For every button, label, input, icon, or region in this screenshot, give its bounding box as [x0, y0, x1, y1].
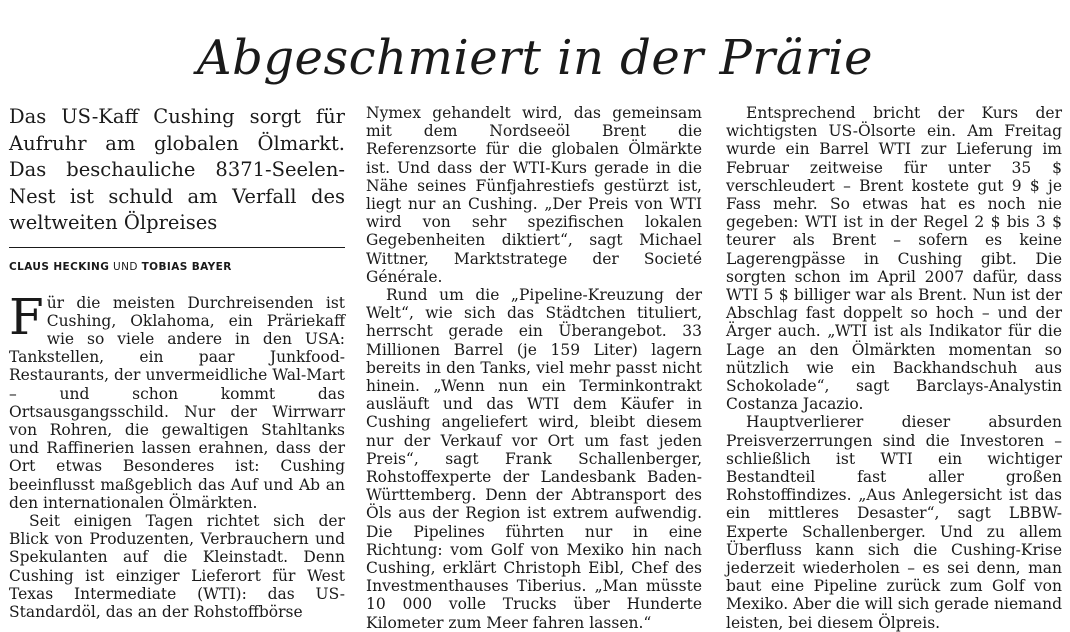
lede: Das US-Kaff Cushing sorgt für Aufruhr am globalen Ölmarkt. Das beschauliche 8371-Seelen-Nest ist schuld am Verfall des weltweiten Ölpreises: [9, 105, 345, 234]
column-3: [726, 104, 1062, 632]
paragraph: Rund um die „Pipeline-Kreuzung der Welt“, wie sich das Städtchen tituliert, herrscht gerade ein Überangebot. 33 Millionen Barrel (je 159 Liter) lagern bereits in den Tanks, viel mehr passt nicht hinein. „Wenn nun ein Terminkontrakt ausläuft und das WTI dem Käufer in Cushing angeliefert wird, bleibt diesem nur der Verkauf vor Ort um fast jeden Preis“, sagt Frank Schallenberger, Rohstoffexperte der Landesbank Baden-Württemberg. Denn der Abtransport des Öls aus der Region ist extrem aufwendig. Die Pipelines führten nur in eine Richtung: vom Golf von Mexiko hin nach Cushing, erklärt Christoph Eibl, Chef des Investmenthauses Tiberius. „Man müsste 10 000 volle Trucks über Hunderte Kilometer zum Meer fahren lassen.“: [366, 286, 702, 632]
paragraph: Entsprechend bricht der Kurs der wichtigsten US-Ölsorte ein. Am Freitag wurde ein Barrel WTI zur Lieferung im Februar zeitweise für unter 35 $ verschleudert – Brent kostete gut 9 $ je Fass mehr. So etwas hat es noch nie gegeben: WTI ist in der Regel 2 $ bis 3 $ teurer als Brent – sofern es keine Lagerengpässe in Cushing gibt. Die sorgten schon im April 2007 dafür, dass WTI 5 $ billiger war als Brent. Nun ist der Abschlag fast doppelt so hoch – und der Ärger auch. „WTI ist als Indikator für die Lage an den Ölmärkten momentan so nützlich wie ein Backhandschuh aus Schokolade“, sagt Barclays-Analystin Costanza Jacazio.: [726, 104, 1062, 414]
paragraph: Hauptverlierer dieser absurden Preisverzerrungen sind die Investoren – schließlich ist WTI ein wichtiger Bestandteil fast aller großen Rohstoffindizes. „Aus Anlegersicht ist das ein mittleres Desaster“, sagt LBBW-Experte Schallenberger. Und zu allem Überfluss kann sich die Cushing-Krise jederzeit wiederholen – es sei denn, man baut eine Pipeline zurück zum Golf von Mexiko. Aber die will sich gerade niemand leisten, bei diesem Ölpreis.: [726, 413, 1062, 632]
author-2: TOBIAS BAYER: [141, 260, 232, 273]
drop-cap: F: [9, 287, 44, 346]
byline-connector: UND: [113, 260, 138, 273]
paragraph: [9, 287, 345, 512]
headline: Abgeschmiert in der Prärie: [196, 30, 874, 86]
column-1: [9, 104, 345, 621]
author-1: CLAUS HECKING: [9, 260, 110, 273]
byline: [9, 254, 345, 280]
divider: [9, 247, 345, 248]
paragraph-text: ür die meisten Durchreisenden ist Cushing, Oklahoma, ein Präriekaff wie so viele andere in den USA: Tankstellen, ein paar Junkfood-Restaurants, der unvermeidliche Wal-Mart – und schon kommt das Ortsausgangsschild. Nur der Wirrwarr von Rohren, die gewaltigen Stahltanks und Raffinerien lassen erahnen, dass der Ort etwas Besonderes ist: Cushing beeinflusst maßgeblich das Auf und Ab an den internationalen Ölmärkten.: [9, 293, 345, 512]
paragraph: Seit einigen Tagen richtet sich der Blick von Produzenten, Verbrauchern und Spekulanten auf die Kleinstadt. Denn Cushing ist einziger Lieferort für West Texas Intermediate (WTI): das US-Standardöl, das an der Rohstoffbörse: [9, 511, 345, 621]
paragraph: Nymex gehandelt wird, das gemeinsam mit dem Nordseeöl Brent die Referenzsorte für die globalen Ölmärkte ist. Und dass der WTI-Kurs gerade in die Nähe seines Fünfjahrestiefs gestürzt ist, liegt nur an Cushing. „Der Preis von WTI wird von sehr spezifischen lokalen Gegebenheiten diktiert“, sagt Michael Wittner, Marktstratege der Societé Générale.: [366, 104, 702, 286]
column-2: [366, 104, 702, 632]
